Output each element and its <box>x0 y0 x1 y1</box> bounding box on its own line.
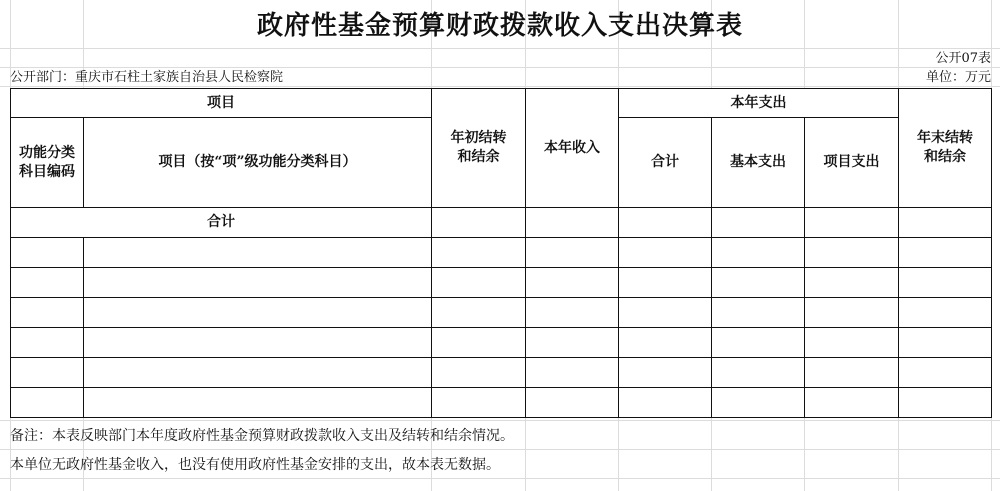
gridline <box>0 449 1000 450</box>
table-cell[interactable] <box>899 328 992 358</box>
table-cell[interactable] <box>805 298 899 328</box>
document-title: 政府性基金预算财政拨款收入支出决算表 <box>256 11 743 41</box>
table-cell[interactable] <box>84 238 432 268</box>
table-cell[interactable] <box>432 388 526 418</box>
table-cell[interactable] <box>432 298 526 328</box>
table-cell[interactable] <box>712 208 805 238</box>
table-row <box>11 238 992 268</box>
table-cell[interactable] <box>84 388 432 418</box>
no-data-statement: 本单位无政府性基金收入，也没有使用政府性基金安排的支出，故本表无数据。 <box>10 457 500 473</box>
table-cell[interactable] <box>84 268 432 298</box>
table-cell[interactable] <box>619 328 712 358</box>
table-cell[interactable] <box>805 358 899 388</box>
header-basic-expense: 基本支出 <box>712 118 805 208</box>
table-row <box>11 388 992 418</box>
table-cell[interactable] <box>526 358 619 388</box>
table-cell[interactable] <box>84 328 432 358</box>
table-cell[interactable] <box>526 268 619 298</box>
table-cell[interactable] <box>805 238 899 268</box>
table-cell[interactable] <box>619 388 712 418</box>
table-cell[interactable] <box>526 298 619 328</box>
table-cell[interactable] <box>619 358 712 388</box>
table-cell[interactable] <box>432 268 526 298</box>
header-project: 项目 <box>11 89 432 118</box>
table-cell[interactable] <box>712 358 805 388</box>
table-cell[interactable] <box>619 268 712 298</box>
table-cell[interactable] <box>84 298 432 328</box>
table-cell[interactable] <box>899 358 992 388</box>
table-cell[interactable] <box>712 388 805 418</box>
table-cell[interactable] <box>899 268 992 298</box>
table-cell[interactable] <box>84 358 432 388</box>
table-cell[interactable] <box>805 268 899 298</box>
table-cell[interactable] <box>899 238 992 268</box>
header-current-income: 本年收入 <box>526 89 619 208</box>
table-cell[interactable] <box>432 328 526 358</box>
gridline <box>0 420 1000 421</box>
table-cell[interactable] <box>619 208 712 238</box>
table-row <box>11 358 992 388</box>
header-row <box>11 89 992 118</box>
table-cell[interactable] <box>899 388 992 418</box>
table-cell[interactable] <box>11 268 84 298</box>
table-cell[interactable] <box>526 328 619 358</box>
header-project-detail: 项目（按“项”级功能分类科目） <box>84 118 432 208</box>
total-row-label: 合计 <box>11 208 432 238</box>
gridline <box>0 478 1000 479</box>
table-row <box>11 268 992 298</box>
table-cell[interactable] <box>805 388 899 418</box>
table-cell[interactable] <box>712 328 805 358</box>
budget-table <box>10 88 992 418</box>
gridline <box>0 48 1000 49</box>
table-cell[interactable] <box>899 208 992 238</box>
table-cell[interactable] <box>432 238 526 268</box>
table-cell[interactable] <box>899 298 992 328</box>
header-func-code: 功能分类科目编码 <box>11 118 84 208</box>
header-project-expense: 项目支出 <box>805 118 899 208</box>
table-cell[interactable] <box>526 388 619 418</box>
table-cell[interactable] <box>11 298 84 328</box>
table-cell[interactable] <box>526 238 619 268</box>
table-cell[interactable] <box>11 388 84 418</box>
table-cell[interactable] <box>11 328 84 358</box>
table-cell[interactable] <box>11 238 84 268</box>
table-cell[interactable] <box>526 208 619 238</box>
table-cell[interactable] <box>619 238 712 268</box>
header-total: 合计 <box>619 118 712 208</box>
table-row <box>11 328 992 358</box>
table-cell[interactable] <box>432 358 526 388</box>
table-row <box>11 298 992 328</box>
table-cell[interactable] <box>432 208 526 238</box>
table-cell[interactable] <box>805 208 899 238</box>
header-end-balance: 年末结转和结余 <box>899 89 992 208</box>
table-cell[interactable] <box>619 298 712 328</box>
unit-label: 单位：万元 <box>925 70 991 85</box>
department-label: 公开部门：重庆市石柱土家族自治县人民检察院 <box>10 70 284 85</box>
table-cell[interactable] <box>11 358 84 388</box>
table-cell[interactable] <box>712 298 805 328</box>
total-row <box>11 208 992 238</box>
table-cell[interactable] <box>712 238 805 268</box>
gridline <box>0 67 1000 68</box>
form-code: 公开07表 <box>935 51 991 66</box>
gridline <box>0 86 1000 87</box>
header-begin-balance: 年初结转和结余 <box>432 89 526 208</box>
header-current-year-expense: 本年支出 <box>619 89 899 118</box>
table-cell[interactable] <box>805 328 899 358</box>
table-cell[interactable] <box>712 268 805 298</box>
remark-note: 备注：本表反映部门本年度政府性基金预算财政拨款收入支出及结转和结余情况。 <box>10 428 514 444</box>
